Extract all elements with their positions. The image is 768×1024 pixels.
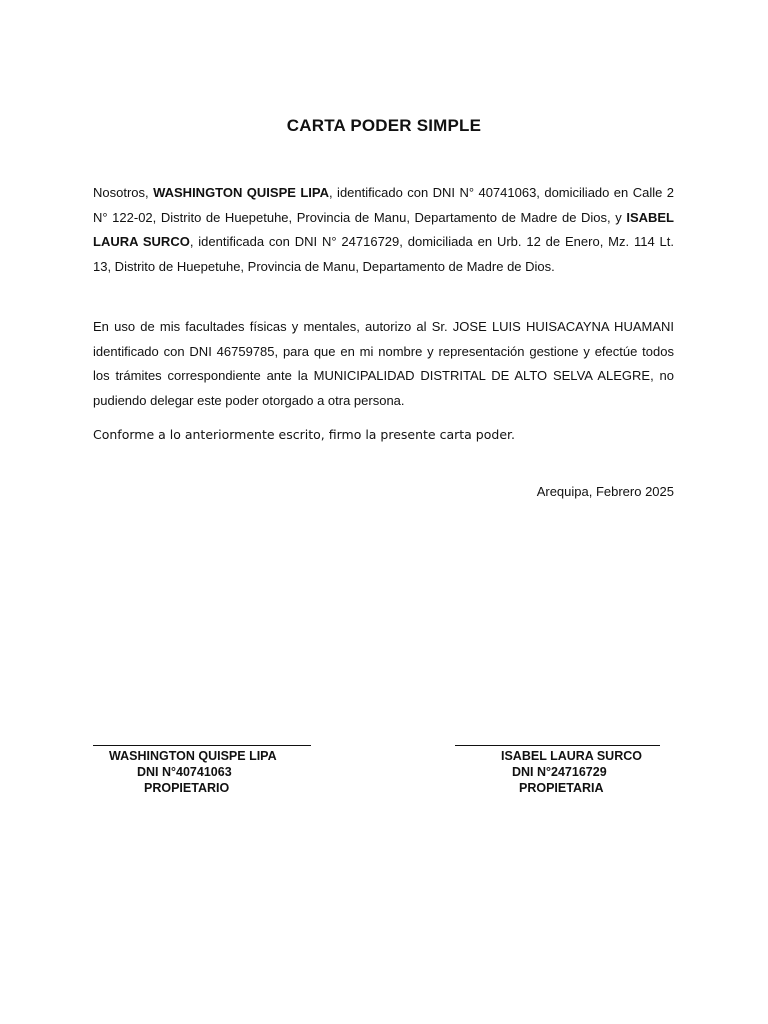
- signatory-name: WASHINGTON QUISPE LIPA: [109, 749, 277, 763]
- document-title: CARTA PODER SIMPLE: [286, 116, 482, 135]
- signatory-dni: DNI N°40741063: [137, 765, 232, 779]
- paragraph-text: , identificado con DNI N° 40741063, domiciliado en Calle 2 N° 122-02, Distrito de Huepetuhe, Provincia de Manu, Departamento de Madre de Dios, y: [93, 185, 674, 225]
- paragraph-authorization: En uso de mis facultades físicas y mentales, autorizo al Sr. JOSE LUIS HUISACAYNA HUAMANI identificado con DNI 46759785, para que en mi nombre y representación gestione y efectúe todos los trámites correspondiente ante la MUNICIPALIDAD DISTRITAL DE ALTO SELVA ALEGRE, no pudiendo delegar este poder otorgado a otra persona.: [93, 319, 674, 408]
- party-name-1: WASHINGTON QUISPE LIPA: [153, 185, 330, 200]
- signatory-dni: DNI N°24716729: [512, 765, 607, 779]
- paragraph-conformity: Conforme a lo anteriormente escrito, firmo la presente carta poder.: [93, 427, 515, 442]
- paragraph-text: , identificada con DNI N° 24716729, domiciliada en Urb. 12 de Enero, Mz. 114 Lt. 13, Distrito de Huepetuhe, Provincia de Manu, Departamento de Madre de Dios.: [93, 234, 674, 274]
- signatory-role: PROPIETARIA: [519, 781, 604, 795]
- signatory-role: PROPIETARIO: [144, 781, 230, 795]
- paragraph-parties: [93, 181, 674, 279]
- signature-block-1: [93, 731, 311, 796]
- party-name-2: ISABEL LAURA SURCO: [93, 209, 674, 249]
- paragraph-text: Nosotros,: [93, 185, 154, 200]
- signature-line: [93, 731, 311, 746]
- signature-line: [455, 731, 660, 746]
- signature-block-2: [455, 731, 660, 796]
- signatory-name: ISABEL LAURA SURCO: [501, 749, 642, 763]
- place-date: Arequipa, Febrero 2025: [536, 484, 674, 499]
